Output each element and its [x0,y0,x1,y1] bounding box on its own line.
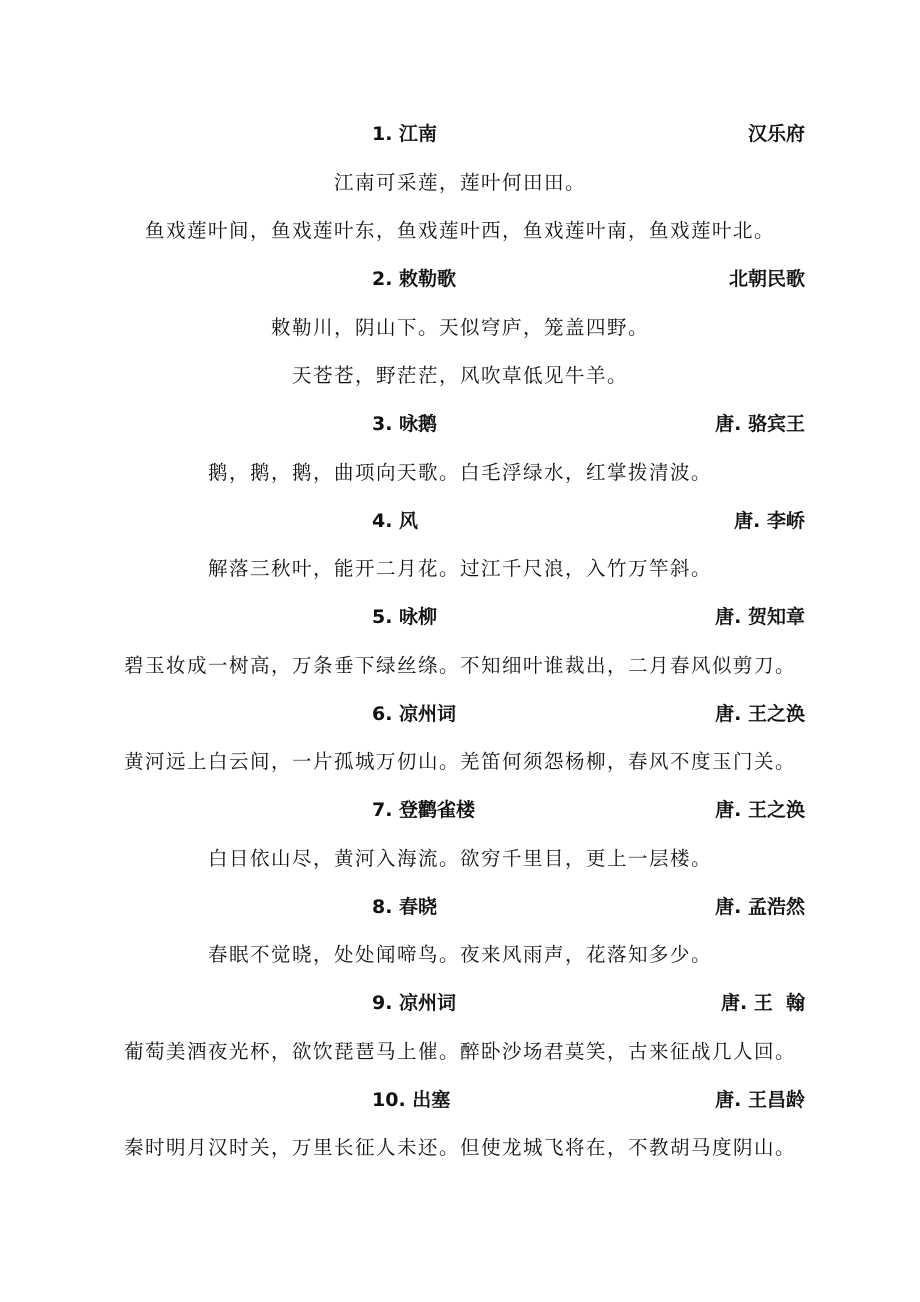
poem-title: 8. 春晓 [372,896,438,918]
poem-author: 唐. 骆宾王 [715,413,805,435]
poem-line: 鹅，鹅，鹅，曲项向天歌。白毛浮绿水，红掌拨清波。 [207,461,712,484]
poem-title: 4. 风 [372,510,419,532]
poem-author: 北朝民歌 [728,268,805,290]
poem-title: 6. 凉州词 [372,703,457,725]
poem-title: 2. 敕勒歌 [372,268,457,290]
poem-author: 唐. 王 翰 [720,992,805,1014]
poem-title: 5. 咏柳 [372,606,438,628]
poem-author: 唐. 孟浩然 [715,896,805,918]
poem-line: 天苍苍，野茫茫，风吹草低见牛羊。 [291,364,628,387]
poem-heading [0,408,920,440]
poem-author: 唐. 王昌龄 [715,1089,805,1111]
poem-heading [0,1084,920,1116]
poem-title: 7. 登鹳雀楼 [372,799,476,821]
poem-line: 碧玉妆成一树高，万条垂下绿丝绦。不知细叶谁裁出，二月春风似剪刀。 [123,654,796,677]
poem-title: 3. 咏鹅 [372,413,438,435]
poem-title: 9. 凉州词 [372,992,457,1014]
poem-title: 10. 出塞 [372,1089,451,1111]
poem-line: 春眠不觉晓，处处闻啼鸟。夜来风雨声，花落知多少。 [207,943,712,966]
poem-line: 黄河远上白云间，一片孤城万仞山。羌笛何须怨杨柳，春风不度玉门关。 [123,750,796,773]
poem-author: 汉乐府 [747,123,805,145]
poem-heading [0,263,920,295]
poem-line: 鱼戏莲叶间，鱼戏莲叶东，鱼戏莲叶西，鱼戏莲叶南，鱼戏莲叶北。 [144,219,775,242]
poem-author: 唐. 贺知章 [715,606,805,628]
poem-heading [0,794,920,826]
poem-line: 白日依山尽，黄河入海流。欲穷千里目，更上一层楼。 [207,847,712,870]
poem-heading [0,601,920,633]
poem-line: 江南可采莲，莲叶何田田。 [333,171,586,194]
poem-heading [0,891,920,923]
poem-author: 唐. 王之涣 [715,703,805,725]
poem-line: 葡萄美酒夜光杯，欲饮琵琶马上催。醉卧沙场君莫笑，古来征战几人回。 [123,1040,796,1063]
poem-heading [0,505,920,537]
poem-line: 秦时明月汉时关，万里长征人未还。但使龙城飞将在，不教胡马度阴山。 [123,1136,796,1159]
poem-heading [0,987,920,1019]
poem-line: 解落三秋叶，能开二月花。过江千尺浪，入竹万竿斜。 [207,557,712,580]
poem-title: 1. 江南 [372,123,438,145]
poem-author: 唐. 李峤 [734,510,805,532]
poem-heading [0,118,920,150]
poem-line: 敕勒川，阴山下。天似穹庐，笼盖四野。 [270,316,649,339]
poem-heading [0,698,920,730]
poem-author: 唐. 王之涣 [715,799,805,821]
